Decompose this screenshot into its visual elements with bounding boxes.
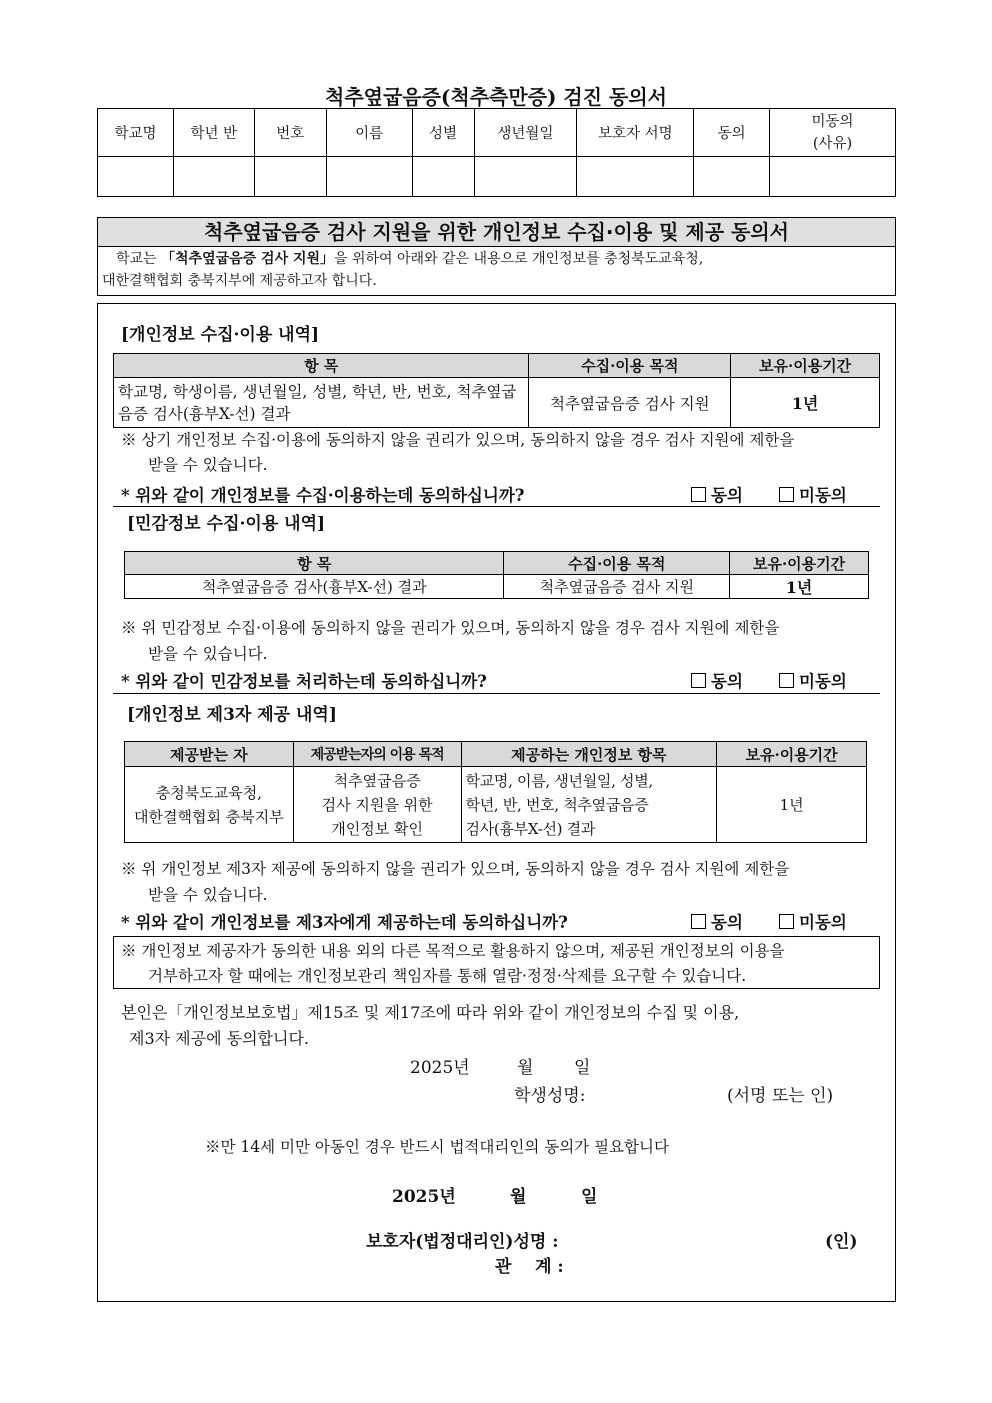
guardian-date-day[interactable]: 일 [581,1187,598,1207]
consent-line1: 본인은「개인정보보호법」제15조 및 제17조에 따라 위와 같이 개인정보의 수집 및 이용, [121,1003,740,1022]
sec1-table [113,353,880,428]
sec1-header-item: 항 목 [114,354,529,378]
sec3-header-purpose: 제공받는자의 이용 목적 [293,742,461,767]
checkbox-icon[interactable] [779,487,794,502]
sec1-row-purpose: 척추옆굽음증 검사 지원 [529,378,731,428]
input-name[interactable] [326,157,412,197]
sec2-heading: [민감정보 수집·이용 내역] [127,514,326,534]
intro-post: 을 위하여 아래와 같은 내용으로 개인정보를 충청북도교육청, [334,251,704,267]
intro-text [97,246,896,296]
final-note-line1: ※ 개인정보 제공자가 동의한 내용 외의 다른 목적으로 활용하지 않으며, 제공된 개인정보의 이용을 [121,942,785,960]
input-grade-class[interactable] [173,157,254,197]
student-date-month[interactable]: 월 [517,1058,534,1078]
minor-note: ※만 14세 미만 아동인 경우 반드시 법적대리인의 동의가 필요합니다 [205,1138,669,1156]
input-birthdate[interactable] [474,157,577,197]
input-gender[interactable] [412,157,474,197]
intro-line2: 대한결핵협회 충북지부에 제공하고자 합니다. [102,273,377,289]
checkbox-icon[interactable] [779,673,794,688]
header-agree: 동의 [694,109,770,157]
disagree-label: 미동의 [799,913,847,932]
sec2-table [124,551,869,599]
guardian-relation-label: 관 계 : [495,1257,564,1277]
header-guardian-sign: 보호자 서명 [577,109,694,157]
sec2-row-period: 1년 [730,575,869,599]
student-name-label: 학생성명: [514,1086,586,1106]
disagree-label: 미동의 [799,672,847,691]
sec1-note-line1: ※ 상기 개인정보 수집·이용에 동의하지 않을 권리가 있으며, 동의하지 않을 경우 검사 지원에 제한을 [121,431,795,449]
header-school: 학교명 [98,109,174,157]
agree-label: 동의 [711,913,743,932]
sec1-agree-option[interactable] [691,482,743,506]
sec3-disagree-option[interactable] [779,909,847,933]
sec3-note-line1: ※ 위 개인정보 제3자 제공에 동의하지 않을 권리가 있으며, 동의하지 않을 경우 검사 지원에 제한을 [121,860,790,878]
header-number: 번호 [254,109,326,157]
intro-pre: 학교는 [116,251,162,267]
sec3-row-items: 학교명, 이름, 생년월일, 성별, 학년, 반, 번호, 척추옆굽음증 검사(흉부X-선) 결과 [461,767,717,843]
sec2-row-purpose: 척추옆굽음증 검사 지원 [504,575,730,599]
header-gender: 성별 [412,109,474,157]
sec2-header-period: 보유·이용기간 [730,552,869,575]
sec3-question: * 위와 같이 개인정보를 제3자에게 제공하는데 동의하십니까? [121,913,568,932]
guardian-name-label: 보호자(법정대리인)성명 : [366,1232,559,1252]
checkbox-icon[interactable] [691,914,706,929]
consent-line2: 제3자 제공에 동의합니다. [129,1029,309,1048]
agree-label: 동의 [711,672,743,691]
sec2-header-purpose: 수집·이용 목적 [504,552,730,575]
intro-bold: 「척추옆굽음증 검사 지원」 [161,251,335,267]
checkbox-icon[interactable] [691,487,706,502]
sec1-note-line2: 받을 수 있습니다. [148,456,268,474]
checkbox-icon[interactable] [691,673,706,688]
sec2-note-line1: ※ 위 민감정보 수집·이용에 동의하지 않을 권리가 있으며, 동의하지 않을 경우 검사 지원에 제한을 [121,619,780,637]
sec1-heading: [개인정보 수집·이용 내역] [121,325,320,345]
header-disagree: 미동의 (사유) [770,109,896,157]
page-title: 척추옆굽음증(척추측만증) 검진 동의서 [325,85,667,109]
sec3-row-period: 1년 [717,767,867,843]
consent-section-title: 척추옆굽음증 검사 지원을 위한 개인정보 수집·이용 및 제공 동의서 [97,217,896,247]
input-agree[interactable] [694,157,770,197]
student-date-year: 2025년 [410,1058,470,1078]
guardian-date-year: 2025년 [392,1187,456,1207]
sec2-row-item: 척추옆굽음증 검사(흉부X-선) 결과 [125,575,504,599]
disagree-label: 미동의 [799,486,847,505]
student-date-day[interactable]: 일 [574,1058,591,1078]
sec2-disagree-option[interactable] [779,668,847,692]
guardian-seal[interactable]: (인) [825,1232,858,1252]
sec1-disagree-option[interactable] [779,482,847,506]
sec1-header-purpose: 수집·이용 목적 [529,354,731,378]
sec2-agree-option[interactable] [691,668,743,692]
sec1-header-period: 보유·이용기간 [731,354,880,378]
sec1-row-item: 학교명, 학생이름, 생년월일, 성별, 학년, 반, 번호, 척추옆굽음증 검사(흉부X-선) 결과 [114,378,529,428]
agree-label: 동의 [711,486,743,505]
sec2-note-line2: 받을 수 있습니다. [148,645,268,663]
sec3-header-period: 보유·이용기간 [717,742,867,767]
input-school[interactable] [98,157,174,197]
input-disagree[interactable] [770,157,896,197]
final-note-line2: 거부하고자 할 때에는 개인정보관리 책임자를 통해 열람·정정·삭제를 요구할 수 있습니다. [148,967,747,985]
sec3-header-items: 제공하는 개인정보 항목 [461,742,717,767]
sec3-agree-option[interactable] [691,909,743,933]
sec3-note-line2: 받을 수 있습니다. [148,886,268,904]
divider [113,506,880,507]
sec2-question: * 위와 같이 민감정보를 처리하는데 동의하십니까? [121,672,487,691]
header-grade-class: 학년 반 [173,109,254,157]
input-number[interactable] [254,157,326,197]
divider [113,693,880,694]
sec3-table [124,741,867,843]
guardian-date-month[interactable]: 월 [510,1187,527,1207]
student-info-table [97,108,896,197]
student-sign-hint[interactable]: (서명 또는 인) [727,1086,834,1106]
sec1-question: * 위와 같이 개인정보를 수집·이용하는데 동의하십니까? [121,486,525,505]
header-birthdate: 생년월일 [474,109,577,157]
sec3-heading: [개인정보 제3자 제공 내역] [127,705,337,725]
sec3-row-purpose: 척추옆굽음증 검사 지원을 위한 개인정보 확인 [293,767,461,843]
sec3-row-recipient: 충청북도교육청, 대한결핵협회 충북지부 [125,767,294,843]
sec2-header-item: 항 목 [125,552,504,575]
header-name: 이름 [326,109,412,157]
sec3-header-recipient: 제공받는 자 [125,742,294,767]
input-guardian-sign[interactable] [577,157,694,197]
checkbox-icon[interactable] [779,914,794,929]
sec1-row-period: 1년 [731,378,880,428]
